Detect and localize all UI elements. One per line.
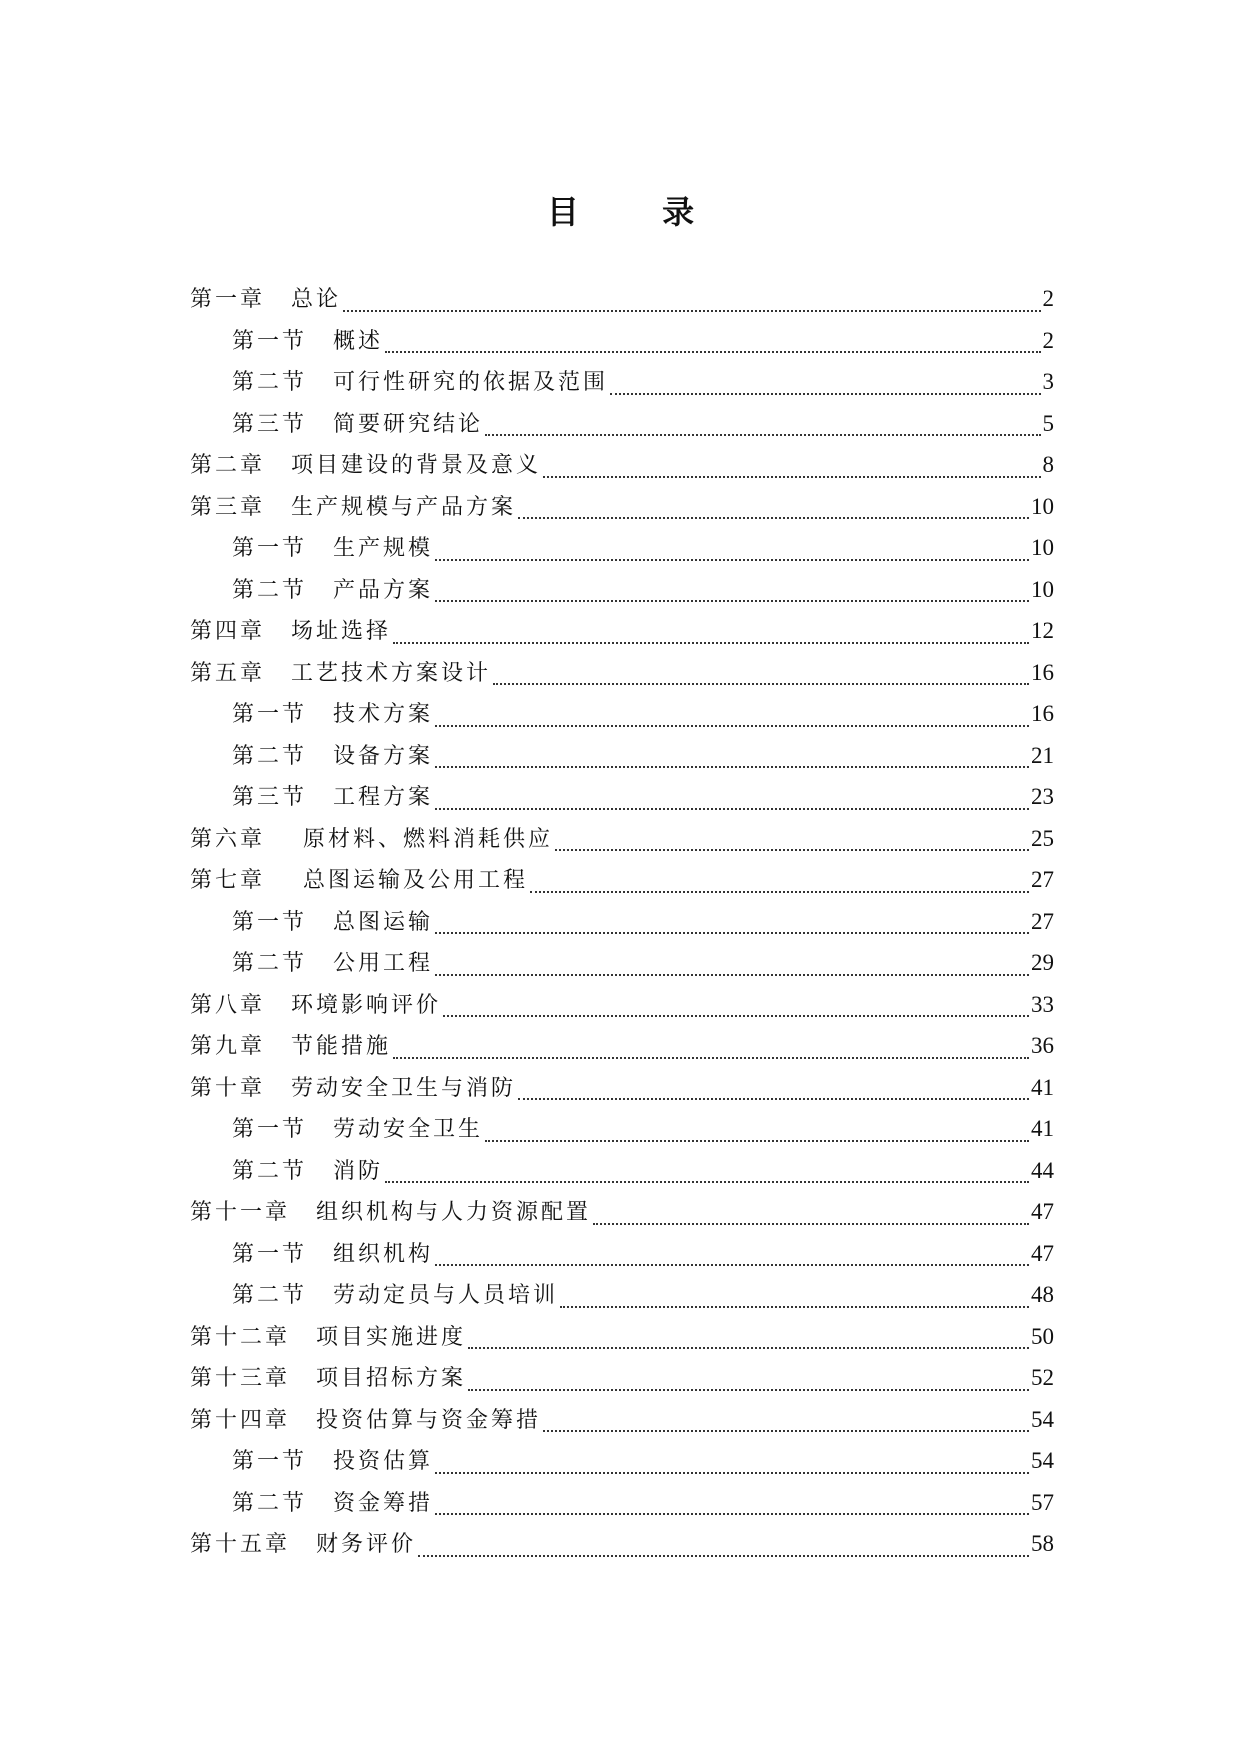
toc-entry-title: 劳动安全卫生与消防 (291, 1075, 517, 1101)
toc-entry-title: 总图运输 (333, 909, 434, 935)
toc-entry-page-number: 5 (1042, 410, 1054, 436)
table-of-contents (190, 284, 1054, 1571)
toc-entry-page-number: 54 (1031, 1406, 1054, 1432)
toc-entry-page-number: 58 (1031, 1531, 1054, 1556)
toc-entry-number: 第十章 (190, 1075, 266, 1101)
toc-entry-page-number: 16 (1031, 659, 1054, 685)
toc-entry-title: 场址选择 (291, 619, 392, 644)
toc-entry-title: 劳动定员与人员培训 (333, 1283, 559, 1308)
toc-chapter-entry[interactable] (190, 450, 1054, 492)
toc-chapter-entry[interactable] (190, 284, 1054, 326)
toc-entry-page-number: 44 (1031, 1157, 1054, 1183)
toc-entry-title: 总图运输及公用工程 (303, 868, 529, 893)
toc-section-entry[interactable] (190, 367, 1054, 409)
toc-chapter-entry[interactable] (190, 1197, 1054, 1239)
dot-leader (385, 1180, 1029, 1183)
toc-entry-page-number: 54 (1031, 1448, 1054, 1473)
dot-leader (593, 1222, 1029, 1225)
toc-entry-number: 第五章 (190, 660, 266, 686)
toc-entry-page-number: 10 (1031, 576, 1054, 602)
toc-entry-title: 概述 (333, 328, 384, 354)
toc-section-entry[interactable] (190, 741, 1054, 783)
toc-chapter-entry[interactable] (190, 492, 1054, 534)
toc-entry-number: 第二节 (232, 370, 308, 395)
toc-entry-title: 可行性研究的依据及范围 (333, 370, 609, 395)
dot-leader (468, 1388, 1029, 1391)
toc-entry-number: 第二节 (232, 951, 308, 976)
toc-entry-title: 投资估算与资金筹措 (316, 1407, 542, 1433)
toc-entry-number: 第二节 (232, 1490, 308, 1516)
toc-entry-number: 第三章 (190, 494, 266, 520)
toc-entry-number: 第二节 (232, 577, 308, 603)
toc-entry-number: 第十二章 (190, 1324, 291, 1350)
dot-leader (418, 1554, 1029, 1557)
toc-entry-title: 工艺技术方案设计 (291, 660, 492, 686)
toc-entry-title: 财务评价 (316, 1532, 417, 1557)
dot-leader (343, 309, 1040, 312)
toc-entry-title: 组织机构 (333, 1241, 434, 1267)
dot-leader (543, 1429, 1029, 1432)
dot-leader (435, 1512, 1029, 1515)
toc-chapter-entry[interactable] (190, 1363, 1054, 1405)
toc-entry-page-number: 50 (1031, 1323, 1054, 1349)
toc-section-entry[interactable] (190, 1446, 1054, 1488)
toc-entry-title: 产品方案 (333, 577, 434, 603)
toc-entry-number: 第三节 (232, 411, 308, 437)
dot-leader (468, 1346, 1029, 1349)
toc-entry-number: 第九章 (190, 1034, 266, 1059)
dot-leader (435, 807, 1029, 810)
toc-section-entry[interactable] (190, 907, 1054, 949)
toc-entry-page-number: 3 (1042, 369, 1054, 394)
toc-section-entry[interactable] (190, 1280, 1054, 1322)
dot-leader (485, 1139, 1029, 1142)
toc-entry-page-number: 41 (1031, 1116, 1054, 1141)
dot-leader (393, 641, 1029, 644)
toc-entry-page-number: 52 (1031, 1365, 1054, 1390)
toc-entry-number: 第十三章 (190, 1366, 291, 1391)
dot-leader (518, 1097, 1029, 1100)
toc-entry-title: 项目建设的背景及意义 (291, 453, 542, 478)
toc-entry-title: 生产规模与产品方案 (291, 494, 517, 520)
toc-entry-number: 第一节 (232, 536, 308, 561)
toc-entry-title: 工程方案 (333, 785, 434, 810)
toc-entry-title: 劳动安全卫生 (333, 1117, 484, 1142)
dot-leader (435, 973, 1029, 976)
toc-entry-page-number: 27 (1031, 867, 1054, 892)
toc-entry-page-number: 10 (1031, 535, 1054, 560)
dot-leader (443, 1014, 1029, 1017)
toc-entry-number: 第三节 (232, 785, 308, 810)
toc-entry-title: 项目招标方案 (316, 1366, 467, 1391)
dot-leader (435, 765, 1029, 768)
toc-entry-title: 生产规模 (333, 536, 434, 561)
toc-entry-number: 第一章 (190, 287, 266, 312)
toc-section-entry[interactable] (190, 948, 1054, 990)
toc-entry-title: 设备方案 (333, 743, 434, 769)
toc-entry-title: 简要研究结论 (333, 411, 484, 437)
toc-chapter-entry[interactable] (190, 824, 1054, 866)
toc-entry-number: 第一节 (232, 328, 308, 354)
dot-leader (610, 392, 1040, 395)
toc-entry-page-number: 2 (1042, 286, 1054, 311)
toc-entry-title: 项目实施进度 (316, 1324, 467, 1350)
toc-section-entry[interactable] (190, 1114, 1054, 1156)
toc-entry-title: 节能措施 (291, 1034, 392, 1059)
toc-entry-number: 第二章 (190, 453, 266, 478)
dot-leader (435, 558, 1029, 561)
toc-section-entry[interactable] (190, 575, 1054, 617)
toc-entry-page-number: 10 (1031, 493, 1054, 519)
dot-leader (435, 931, 1029, 934)
toc-section-entry[interactable] (190, 782, 1054, 824)
toc-chapter-entry[interactable] (190, 1405, 1054, 1447)
toc-section-entry[interactable] (190, 1239, 1054, 1281)
dot-leader (385, 350, 1040, 353)
dot-leader (435, 1471, 1029, 1474)
toc-section-entry[interactable] (190, 1156, 1054, 1198)
dot-leader (493, 682, 1029, 685)
toc-chapter-entry[interactable] (190, 990, 1054, 1032)
dot-leader (560, 1305, 1029, 1308)
toc-entry-number: 第一节 (232, 702, 308, 727)
toc-entry-page-number: 23 (1031, 784, 1054, 809)
toc-chapter-entry[interactable] (190, 1322, 1054, 1364)
toc-entry-page-number: 2 (1042, 327, 1054, 353)
toc-chapter-entry[interactable] (190, 616, 1054, 658)
page-title: 目 录 (546, 193, 731, 231)
toc-entry-title: 原材料、燃料消耗供应 (303, 826, 554, 852)
toc-entry-number: 第二节 (232, 743, 308, 769)
toc-chapter-entry[interactable] (190, 1031, 1054, 1073)
toc-entry-page-number: 57 (1031, 1489, 1054, 1515)
dot-leader (518, 516, 1029, 519)
toc-entry-number: 第四章 (190, 619, 266, 644)
toc-entry-title: 总论 (291, 287, 342, 312)
toc-entry-page-number: 41 (1031, 1074, 1054, 1100)
toc-entry-title: 环境影响评价 (291, 992, 442, 1018)
toc-entry-number: 第十四章 (190, 1407, 291, 1433)
toc-section-entry[interactable] (190, 699, 1054, 741)
dot-leader (543, 475, 1040, 478)
toc-chapter-entry[interactable] (190, 1529, 1054, 1571)
toc-entry-page-number: 47 (1031, 1240, 1054, 1266)
dot-leader (393, 1056, 1029, 1059)
toc-entry-number: 第二节 (232, 1158, 308, 1184)
dot-leader (435, 724, 1029, 727)
toc-entry-title: 技术方案 (333, 702, 434, 727)
toc-entry-page-number: 47 (1031, 1199, 1054, 1224)
toc-section-entry[interactable] (190, 409, 1054, 451)
toc-entry-number: 第十五章 (190, 1532, 291, 1557)
toc-entry-number: 第一节 (232, 1117, 308, 1142)
toc-entry-number: 第七章 (190, 868, 266, 893)
dot-leader (530, 890, 1029, 893)
toc-entry-number: 第八章 (190, 992, 266, 1018)
toc-section-entry[interactable] (190, 533, 1054, 575)
toc-entry-number: 第六章 (190, 826, 266, 852)
toc-chapter-entry[interactable] (190, 1073, 1054, 1115)
toc-entry-page-number: 12 (1031, 618, 1054, 643)
toc-section-entry[interactable] (190, 326, 1054, 368)
toc-entry-page-number: 48 (1031, 1282, 1054, 1307)
toc-entry-number: 第一节 (232, 1449, 308, 1474)
toc-entry-page-number: 36 (1031, 1033, 1054, 1058)
dot-leader (435, 1263, 1029, 1266)
toc-entry-title: 资金筹措 (333, 1490, 434, 1516)
toc-entry-number: 第十一章 (190, 1200, 291, 1225)
dot-leader (485, 433, 1040, 436)
toc-entry-page-number: 25 (1031, 825, 1054, 851)
dot-leader (435, 599, 1029, 602)
toc-entry-title: 消防 (333, 1158, 384, 1184)
toc-chapter-entry[interactable] (190, 658, 1054, 700)
toc-entry-number: 第一节 (232, 1241, 308, 1267)
dot-leader (555, 848, 1029, 851)
toc-entry-number: 第一节 (232, 909, 308, 935)
toc-section-entry[interactable] (190, 1488, 1054, 1530)
toc-entry-title: 公用工程 (333, 951, 434, 976)
toc-chapter-entry[interactable] (190, 865, 1054, 907)
toc-entry-number: 第二节 (232, 1283, 308, 1308)
toc-entry-page-number: 27 (1031, 908, 1054, 934)
toc-entry-title: 投资估算 (333, 1449, 434, 1474)
toc-entry-page-number: 21 (1031, 742, 1054, 768)
toc-entry-page-number: 33 (1031, 991, 1054, 1017)
toc-entry-title: 组织机构与人力资源配置 (316, 1200, 592, 1225)
toc-entry-page-number: 16 (1031, 701, 1054, 726)
toc-entry-page-number: 29 (1031, 950, 1054, 975)
toc-entry-page-number: 8 (1042, 452, 1054, 477)
